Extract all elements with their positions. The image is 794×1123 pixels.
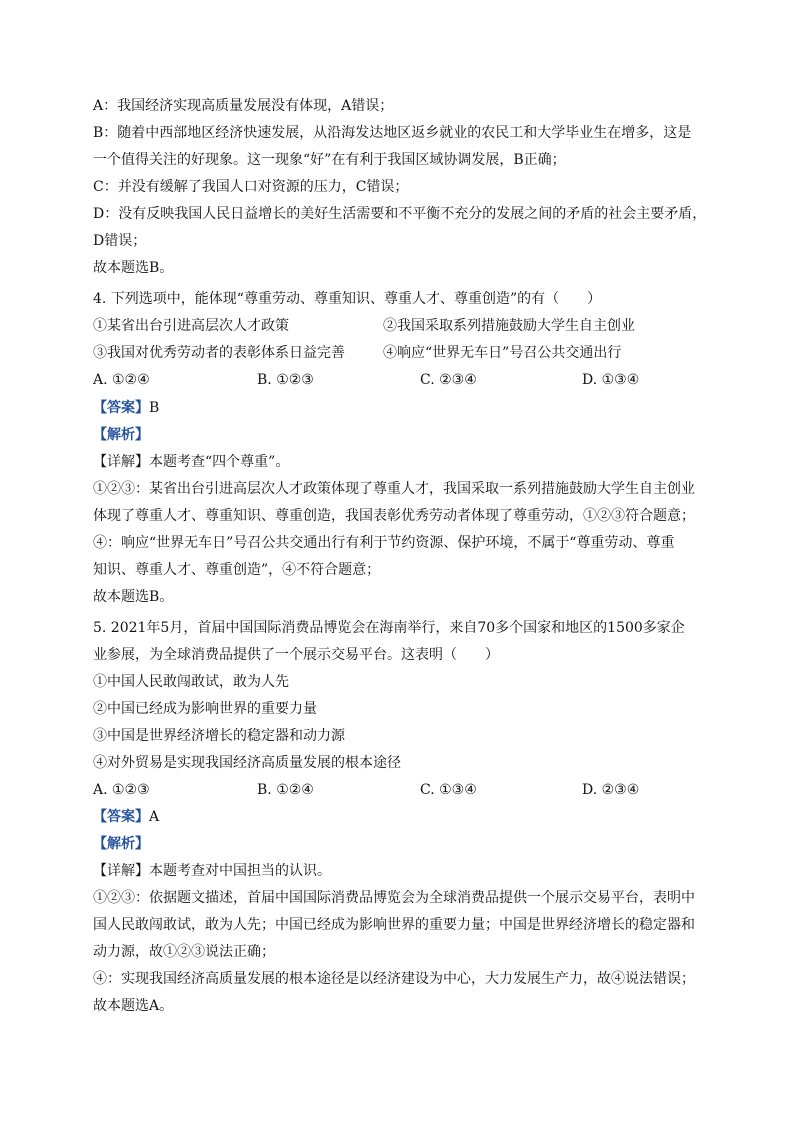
q3-analysis-b-line1: B：随着中西部地区经济快速发展，从沿海发达地区返乡就业的农民工和大学毕业生在增多，这是: [93, 125, 692, 141]
q5-option-a: A. ①②③: [93, 782, 150, 798]
q5-conclusion: 故本题选A。: [93, 998, 174, 1014]
q4-stem: 4. 下列选项中，能体现“尊重劳动、尊重知识、尊重人才、尊重创造”的有（ ）: [93, 291, 602, 307]
q5-stem-line1: 5. 2021年5月，首届中国国际消费品博览会在海南举行，来自70多个国家和地区的1500多家企: [93, 620, 685, 636]
q4-option-a: A. ①②④: [93, 372, 150, 388]
q4-analysis-heading: [93, 425, 149, 445]
q5-item-4: ④对外贸易是实现我国经济高质量发展的根本途径: [93, 755, 401, 771]
q5-explanation-line1: ①②③：依据题文描述，首届中国国际消费品博览会为全球消费品提供一个展示交易平台，表明中: [93, 890, 695, 906]
answer-tag: 【答案】: [93, 400, 149, 416]
q5-option-b: B. ①②④: [257, 782, 314, 798]
q4-option-b: B. ①②③: [257, 372, 314, 388]
detail-tag: 【详解】: [93, 863, 149, 879]
q3-analysis-c: C：并没有缓解了我国人口对资源的压力，C错误；: [93, 179, 409, 195]
q4-explanation-line1: ①②③：某省出台引进高层次人才政策体现了尊重人才，我国采取一系列措施鼓励大学生自主创业: [93, 481, 695, 497]
q3-analysis-d-line2: D错误；: [93, 233, 147, 249]
q4-explanation-line4: 知识、尊重人才、尊重创造”，④不符合题意；: [93, 562, 381, 578]
q5-analysis-heading: [93, 834, 149, 854]
q5-item-1: ①中国人民敢闯敢试，敢为人先: [93, 674, 289, 690]
q4-detail: [93, 452, 289, 472]
q5-explanation-line2: 国人民敢闯敢试，敢为人先；中国已经成为影响世界的重要力量；中国是世界经济增长的稳定器和: [93, 917, 695, 933]
detail-text: 本题考查对中国担当的认识。: [149, 863, 331, 879]
q4-answer: [93, 398, 159, 418]
q3-analysis-d-line1: D：没有反映我国人民日益增长的美好生活需要和不平衡不充分的发展之间的矛盾的社会主要矛盾，: [93, 206, 707, 222]
q3-conclusion: 故本题选B。: [93, 260, 174, 276]
detail-tag: 【详解】: [93, 454, 149, 470]
q4-explanation-line2: 体现了尊重人才、尊重知识、尊重创造，我国表彰优秀劳动者体现了尊重劳动，①②③符合题意；: [93, 508, 695, 524]
q3-analysis-b-line2: 一个值得关注的好现象。这一现象“好”在有利于我国区域协调发展，B正确；: [93, 152, 566, 168]
detail-text: 本题考查“四个尊重”。: [149, 454, 290, 470]
q5-item-2: ②中国已经成为影响世界的重要力量: [93, 701, 317, 717]
q4-item-1: ①某省出台引进高层次人才政策: [93, 318, 289, 334]
answer-value: B: [149, 400, 160, 416]
q4-item-4: ④响应“世界无车日”号召公共交通出行: [383, 345, 622, 361]
q4-item-2: ②我国采取系列措施鼓励大学生自主创业: [383, 318, 635, 334]
analysis-tag: 【解析】: [93, 427, 149, 443]
q5-explanation-line3: 动力源，故①②③说法正确；: [93, 944, 275, 960]
q5-explanation-line4: ④：实现我国经济高质量发展的根本途径是以经济建设为中心，大力发展生产力，故④说法错误；: [93, 971, 695, 987]
q5-item-3: ③中国是世界经济增长的稳定器和动力源: [93, 728, 345, 744]
q3-analysis-a: A：我国经济实现高质量发展没有体现，A错误；: [93, 98, 394, 114]
q5-option-d: D. ②③④: [582, 782, 640, 798]
q5-detail: [93, 861, 331, 881]
q4-conclusion: 故本题选B。: [93, 589, 174, 605]
q5-answer: [93, 807, 159, 827]
answer-value: A: [149, 809, 160, 825]
q5-stem-line2: 业参展，为全球消费品提供了一个展示交易平台。这表明（ ）: [93, 647, 499, 663]
q4-item-3: ③我国对优秀劳动者的表彰体系日益完善: [93, 345, 345, 361]
q4-explanation-line3: ④：响应“世界无车日”号召公共交通出行有利于节约资源、保护环境，不属于“尊重劳动、尊重: [93, 535, 675, 551]
q4-option-c: C. ②③④: [420, 372, 477, 388]
analysis-tag: 【解析】: [93, 836, 149, 852]
answer-tag: 【答案】: [93, 809, 149, 825]
q4-option-d: D. ①③④: [582, 372, 640, 388]
q5-option-c: C. ①③④: [420, 782, 477, 798]
